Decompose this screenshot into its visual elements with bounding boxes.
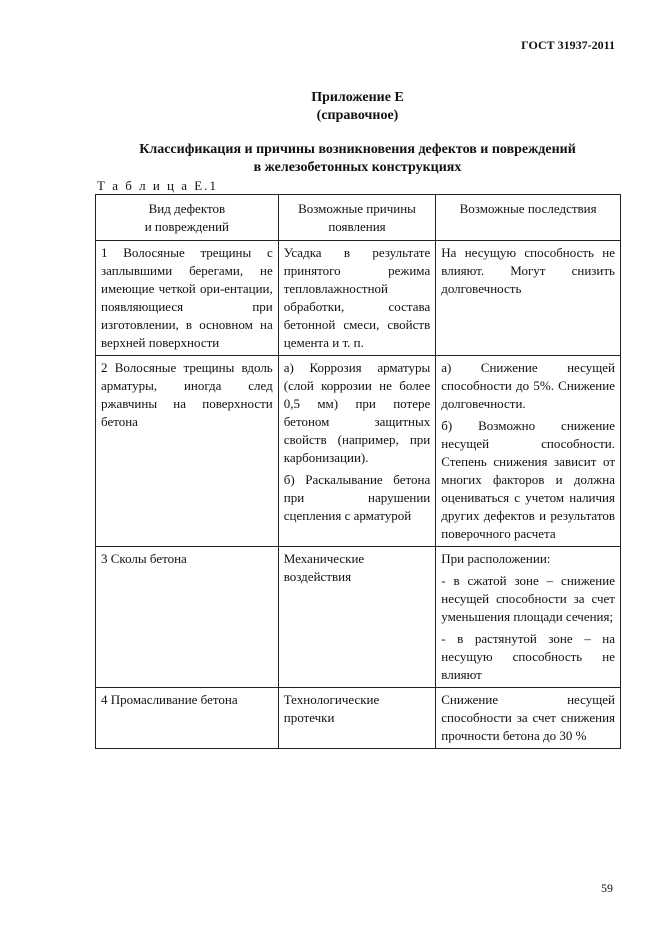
cause-text: б) Раскалывание бетона при нарушении сцепления с арматурой xyxy=(283,472,431,523)
table-row xyxy=(96,356,621,547)
cause-text: Усадка в результате принятого режима тепловлажностной обработки, состава бетонной смеси, свойств цемента и т. п. xyxy=(283,245,431,350)
causes-cell xyxy=(278,356,436,547)
effect-text: - в сжатой зоне – снижение несущей способности за счет уменьшения площади сечения; xyxy=(441,573,615,624)
effect-text: а) Снижение несущей способности до 5%. Снижение долговечности. xyxy=(441,360,615,411)
appendix-note: (справочное) xyxy=(316,108,399,123)
table-row xyxy=(96,688,621,749)
effects-cell xyxy=(436,356,621,547)
page-number: 59 xyxy=(601,881,613,895)
cause-text: а) Коррозия арматуры (слой коррозии не более 0,5 мм) при потере бетоном защитных свойств (например, при карбонизации). xyxy=(283,360,431,465)
effect-text: На несущую способность не влияют. Могут снизить долговечность xyxy=(441,245,615,296)
cause-text: Технологические протечки xyxy=(283,692,380,725)
defects-table xyxy=(95,194,621,749)
header-causes-line2: появления xyxy=(328,219,386,234)
effect-text: - в растянутой зоне – на несущую способность не влияют xyxy=(441,631,615,682)
table-row xyxy=(96,241,621,356)
effect-text: При расположении: xyxy=(441,551,551,566)
effect-text: б) Возможно снижение несущей способности. Степень снижения зависит от многих факторов и должна оцениваться с учетом наличия других дефектов и результатов поверочного расчета xyxy=(441,418,615,541)
appendix-title: Приложение Е xyxy=(311,90,404,105)
causes-cell xyxy=(278,547,436,688)
header-defect-type xyxy=(96,195,279,241)
effect-text: Снижение несущей способности за счет снижения прочности бетона до 30 % xyxy=(441,692,615,743)
defect-cell: 1 Волосяные трещины с заплывшими берегами, не имеющие четкой ори-ентации, появляющиеся при изготовлении, в основном на верхней поверхности xyxy=(96,241,279,356)
effects-cell xyxy=(436,688,621,749)
header-effects xyxy=(436,195,621,241)
table-row xyxy=(96,547,621,688)
header-causes-line1: Возможные причины xyxy=(298,201,416,216)
standard-code: ГОСТ 31937-2011 xyxy=(521,38,615,52)
classification-title-line2: в железобетонных конструкциях xyxy=(253,160,462,175)
header-causes xyxy=(278,195,436,241)
header-defect-type-line2: и повреждений xyxy=(144,219,230,234)
table-header-row xyxy=(96,195,621,241)
causes-cell xyxy=(278,241,436,356)
header-defect-type-line1: Вид дефектов xyxy=(148,201,226,216)
causes-cell xyxy=(278,688,436,749)
effects-cell xyxy=(436,241,621,356)
header-effects-line1: Возможные последствия xyxy=(459,201,597,216)
classification-title-line1: Классификация и причины возникновения дефектов и повреждений xyxy=(139,142,576,157)
defect-cell: 4 Промасливание бетона xyxy=(96,688,279,749)
cause-text: Механические воздействия xyxy=(283,551,365,584)
table-label: Т а б л и ц а Е.1 xyxy=(97,178,218,193)
defect-cell: 2 Волосяные трещины вдоль арматуры, иногда след ржавчины на поверхности бетона xyxy=(96,356,279,547)
effects-cell xyxy=(436,547,621,688)
defect-cell: 3 Сколы бетона xyxy=(96,547,279,688)
